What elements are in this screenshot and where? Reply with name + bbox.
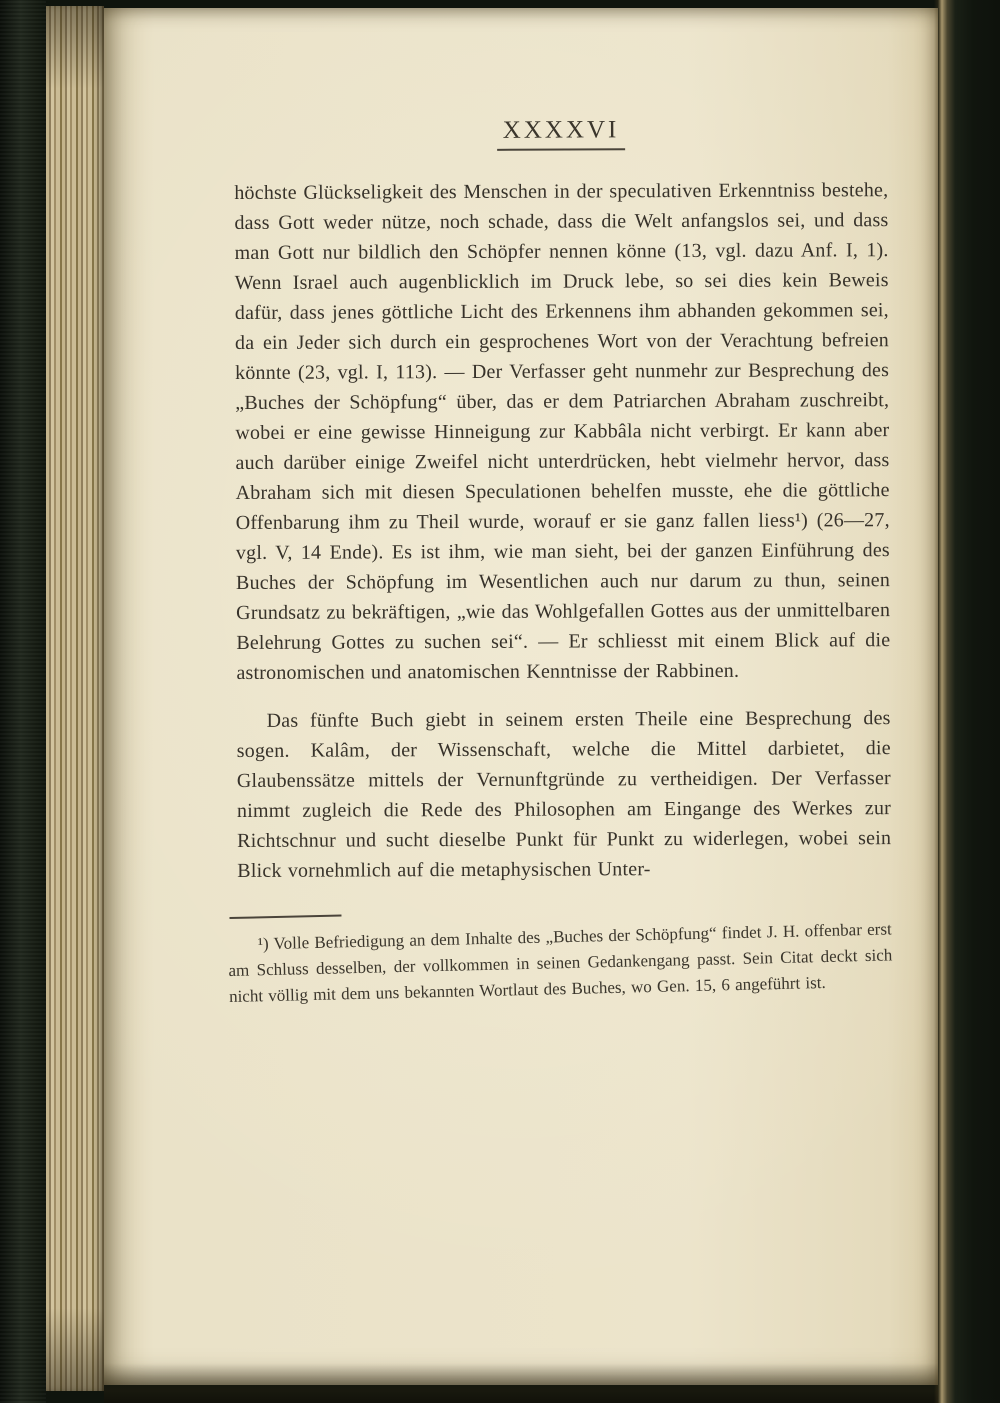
body-paragraph-1: höchste Glückseligkeit des Menschen in der speculativen Erkenntniss bestehe, dass Gott weder nütze, noch schade, dass die Welt anfangslos sei, und dass man Gott nur bildlich den Schöpfer nennen könne (13, vgl. dazu Anf. I, 1). Wenn Israel auch augenblicklich im Druck lebe, so sei dies kein Beweis dafür, dass jenes göttliche Licht des Erkennens ihm abhanden gekommen sei, da ein Jeder sich durch ein gesprochenes Wort von der Verachtung befreien könnte (23, vgl. I, 113). — Der Verfasser geht nunmehr zur Besprechung des „Buches der Schöpfung“ über, das er dem Patriarchen Abraham zuschreibt, wobei er eine gewisse Hinneigung zur Kabbâla nicht verbirgt. Er kann aber auch darüber einige Zweifel nicht unterdrücken, hebt vielmehr hervor, dass Abraham sich mit diesen Speculationen behelfen musste, ehe die göttliche Offenbarung ihm zu Theil wurde, worauf er sie ganz fallen liess¹) (26—27, vgl. V, 14 Ende). Es ist ihm, wie man sieht, bei der ganzen Einführung des Buches der Schöpfung im Wesentlichen auch nur darum zu thun, seinen Grundsatz zu bekräftigen, „wie das Wohlgefallen Gottes aus der unmittelbaren Belehrung Gottes zu suchen sei“. — Er schliesst mit einem Blick auf die astronomischen und anatomischen Kenntnisse der Rabbinen.: [234, 179, 891, 684]
book-binding: [0, 0, 46, 1403]
right-page-shadow: [934, 0, 1000, 1403]
page-text-block: [228, 115, 893, 1010]
book-page: [104, 8, 938, 1385]
body-paragraph-2: Das fünfte Buch giebt in seinem ersten Theile eine Besprechung des sogen. Kalâm, der Wissenschaft, welche die Mittel darbietet, die Glaubenssätze mittels der Vernunftgründe zu vertheidigen. Der Verfasser nimmt zugleich die Rede des Philosophen am Eingange des Werkes zur Richtschnur und sucht dieselbe Punkt für Punkt zu widerlegen, wobei sein Blick vornehmlich auf die metaphysischen Unter-: [236, 707, 892, 882]
stacked-page-edges: [46, 6, 104, 1391]
footnote-rule: [229, 915, 341, 919]
page-number: XXXXVI: [497, 116, 626, 151]
page-number-row: [234, 115, 888, 152]
footnote-text: ¹) Volle Befriedigung an dem Inhalte des „Buches der Schöpfung“ findet J. H. offenbar erst am Schluss desselben, der vollkommen in seinen Gedankengang passt. Sein Citat deckt sich nicht völlig mit dem uns bekannten Wortlaut des Buches, wo Gen. 15, 6 angeführt ist.: [228, 919, 893, 1007]
